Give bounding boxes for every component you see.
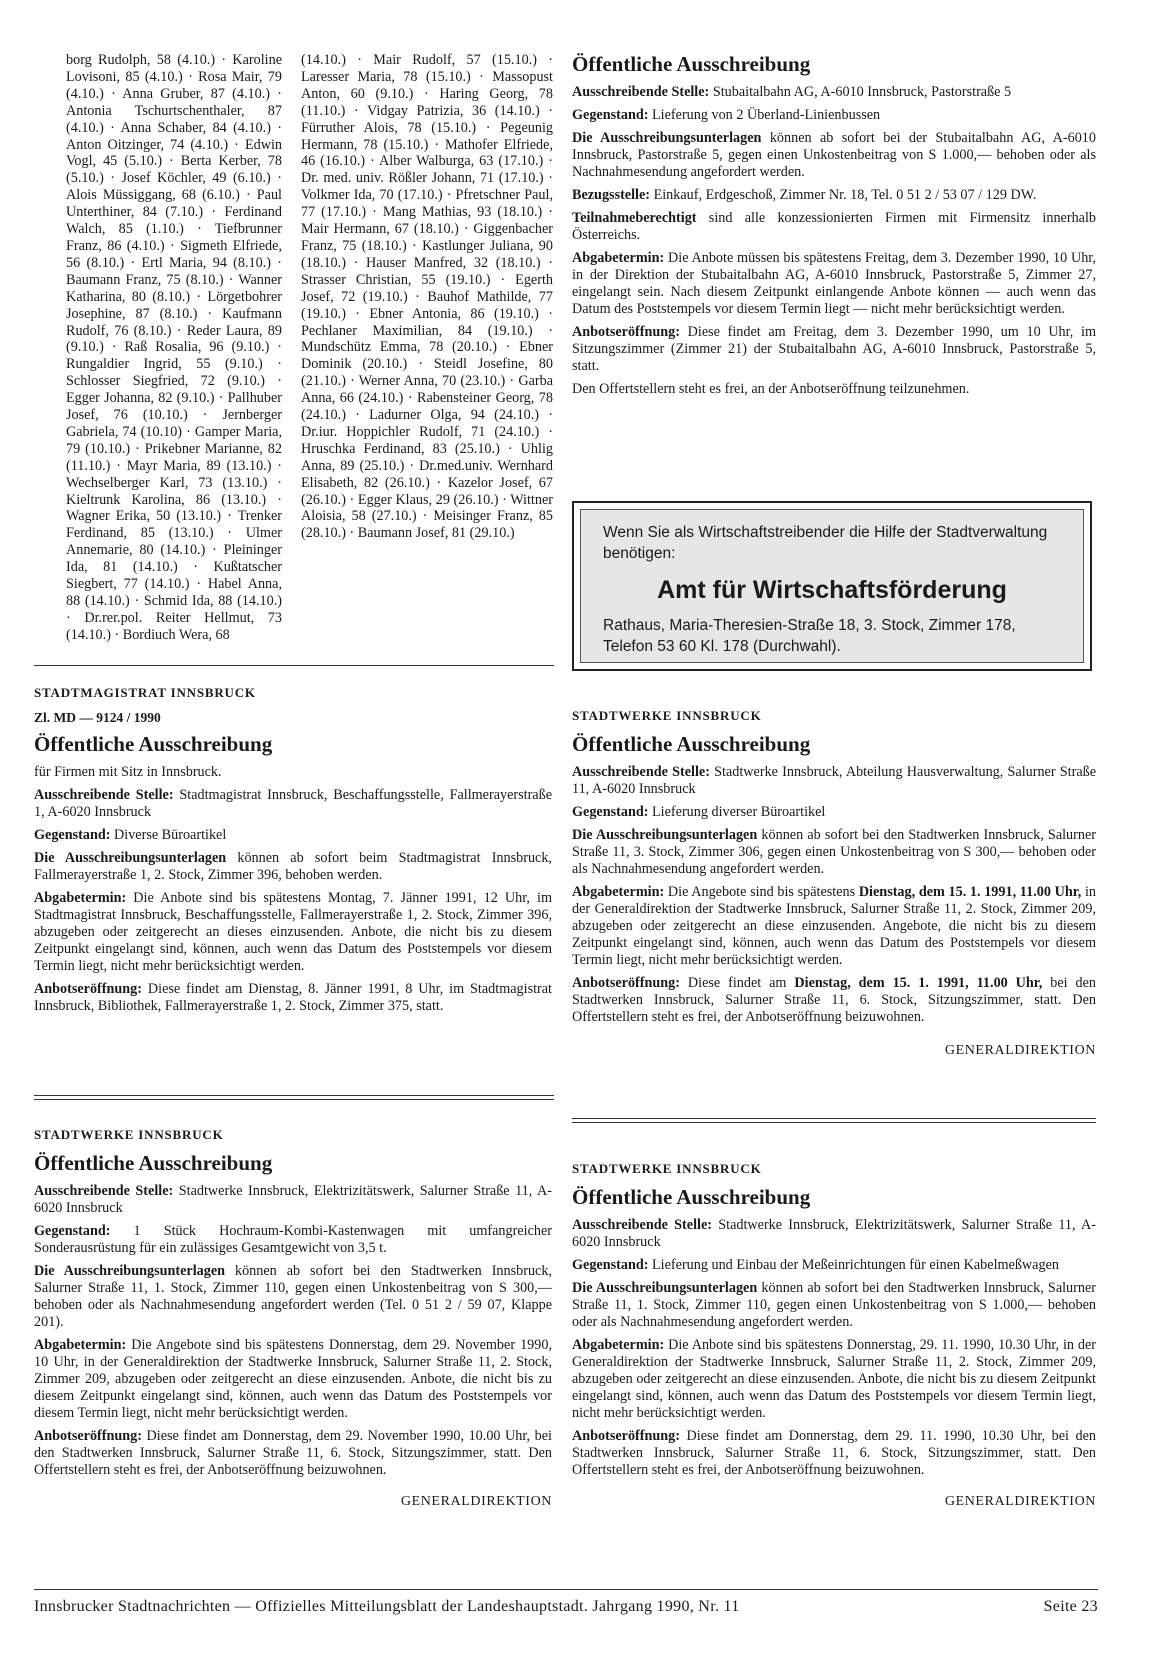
- stubai-tender: [572, 52, 1096, 404]
- sw-wagen-title: Öffentliche Ausschreibung: [34, 1151, 273, 1175]
- magistrat-kicker: STADTMAGISTRAT INNSBRUCK: [34, 685, 256, 700]
- footer-page-number: Seite 23: [1043, 1598, 1098, 1615]
- sw-buero-eroeffnung: Anbotseröffnung: Diese findet am Dienstag, dem 15. 1. 1991, 11.00 Uhr, bei den Stadtwerken Innsbruck, Salurner Straße 11, 6. Stock, Sitzungszimmer, statt. Den Offertstellern steht es frei, der Anbotseröffnung beizuwohnen.: [572, 975, 1096, 1025]
- stubai-bezug: Bezugsstelle: Einkauf, Erdgeschoß, Zimmer Nr. 18, Tel. 0 51 2 / 53 07 / 129 DW.: [572, 187, 1037, 203]
- sw-mess-abgabe: Abgabetermin: Die Anbote sind bis spätestens Donnerstag, 29. 11. 1990, 10.30 Uhr, in der Generaldirektion der Stadtwerke Innsbruck, Salurner Straße 11, 2. Stock, Zimmer 209, abzugeben oder zeitgerecht an diese einzusenden. Anbote, die nicht bis zu diesem Zeitpunkt eingelangt sind, können, auch wenn das Datum des Poststempels vor diesem Termin liegt, nicht mehr berücksichtigt werden.: [572, 1337, 1096, 1421]
- sw-wagen-tender: [34, 1126, 552, 1510]
- stubai-title: Öffentliche Ausschreibung: [572, 52, 811, 76]
- stubai-closing: Den Offertstellern steht es frei, an der Anbotseröffnung teilzunehmen.: [572, 381, 970, 397]
- stubai-teilnahme: Teilnahmeberechtigt sind alle konzessionierten Firmen mit Firmensitz innerhalb Österreichs.: [572, 210, 1096, 243]
- sw-wagen-gegenstand: Gegenstand: 1 Stück Hochraum-Kombi-Kastenwagen mit umfangreicher Sonderausrüstung für ein zulässiges Gesamtgewicht von 3,5 t.: [34, 1223, 552, 1256]
- sw-mess-signature: GENERALDIREKTION: [944, 1494, 1096, 1509]
- promo-box: [572, 501, 1092, 671]
- sw-mess-title: Öffentliche Ausschreibung: [572, 1185, 811, 1209]
- sw-wagen-kicker: STADTWERKE INNSBRUCK: [34, 1127, 224, 1142]
- magistrat-gegenstand: Gegenstand: Diverse Büroartikel: [34, 827, 227, 843]
- magistrat-tender: [34, 684, 552, 1021]
- divider-double-right: [572, 1118, 1096, 1123]
- sw-mess-eroeffnung: Anbotseröffnung: Diese findet am Donnerstag, dem 29. 11. 1990, 10.30 Uhr, bei den Stadtwerken Innsbruck, Salurner Straße 11, 6. Stock, Sitzungszimmer, statt. Den Offertstellern steht es frei, der Anbotseröffnung beizuwohnen.: [572, 1428, 1096, 1478]
- sw-buero-tender: [572, 707, 1096, 1059]
- stubai-stelle: Ausschreibende Stelle: Stubaitalbahn AG, A-6010 Innsbruck, Pastorstraße 5: [572, 84, 1012, 100]
- sw-buero-title: Öffentliche Ausschreibung: [572, 732, 811, 756]
- sw-buero-gegenstand: Gegenstand: Lieferung diverser Büroartikel: [572, 804, 826, 820]
- magistrat-abgabe: Abgabetermin: Die Anbote sind bis spätestens Montag, 7. Jänner 1991, 12 Uhr, im Stadtmagistrat Innsbruck, Beschaffungsstelle, Fallmerayerstraße 1, 2. Stock, Zimmer 396, abzugeben oder zeitgerecht an dieses einzusenden. Anbote, die nicht bis zu diesem Zeitpunkt eingelangt sind, können, auch wenn das Datum des Poststempels vor diesem Termin liegt, nicht mehr berücksichtigt werden.: [34, 890, 552, 974]
- sw-wagen-unterlagen: Die Ausschreibungsunterlagen können ab sofort bei den Stadtwerken Innsbruck, Salurner Straße 11, 1. Stock, Zimmer 110, gegen einen Unkostenbeitrag von S 300,— behoben oder als Nachnahmesendung angefordert werden (Tel. 0 51 2 / 59 07, Klappe 201).: [34, 1263, 552, 1330]
- promo-title: Amt für Wirtschaftsförderung: [657, 576, 1007, 604]
- promo-address: Rathaus, Maria-Theresien-Straße 18, 3. Stock, Zimmer 178, Telefon 53 60 Kl. 178 (Durchwahl).: [603, 617, 1016, 655]
- sw-buero-signature: GENERALDIREKTION: [944, 1043, 1096, 1058]
- magistrat-stelle: Ausschreibende Stelle: Stadtmagistrat Innsbruck, Beschaffungsstelle, Fallmerayerstraße 1, A-6020 Innsbruck: [34, 787, 552, 820]
- sw-mess-unterlagen: Die Ausschreibungsunterlagen können ab sofort bei den Stadtwerken Innsbruck, Salurner Straße 11, 1. Stock, Zimmer 110, gegen einen Unkostenbeitrag von S 1.000,— behoben oder als Nachnahmesendung angefordert werden.: [572, 1280, 1096, 1330]
- sw-mess-kicker: STADTWERKE INNSBRUCK: [572, 1161, 762, 1176]
- sw-wagen-abgabe: Abgabetermin: Die Angebote sind bis spätestens Donnerstag, dem 29. November 1990, 10 Uhr, in der Generaldirektion der Stadtwerke Innsbruck, Salurner Straße 11, 2. Stock, Zimmer 209, abzugeben oder zeitgerecht an diese einzusenden. Anbote, die nicht bis zu diesem Zeitpunkt eingelangt sind, können, auch wenn das Datum des Poststempels vor diesem Termin liegt, nicht mehr berücksichtigt werden.: [34, 1337, 552, 1421]
- sw-wagen-eroeffnung: Anbotseröffnung: Diese findet am Donnerstag, dem 29. November 1990, 10.00 Uhr, bei den Stadtwerken Innsbruck, Salurner Straße 11, 6. Stock, Sitzungszimmer, statt. Den Offertstellern steht es frei, der Anbotseröffnung beizuwohnen.: [34, 1428, 552, 1478]
- promo-box-inner: [580, 509, 1084, 663]
- magistrat-ref: Zl. MD — 9124 / 1990: [34, 710, 161, 725]
- sw-mess-stelle: Ausschreibende Stelle: Stadtwerke Innsbruck, Elektrizitätswerk, Salurner Straße 11, A-6020 Innsbruck: [572, 1217, 1096, 1250]
- promo-intro: Wenn Sie als Wirtschaftstreibender die Hilfe der Stadtverwaltung benötigen:: [603, 524, 1048, 562]
- sw-wagen-stelle: Ausschreibende Stelle: Stadtwerke Innsbruck, Elektrizitätswerk, Salurner Straße 11, A-6020 Innsbruck: [34, 1183, 552, 1216]
- sw-buero-abgabe: Abgabetermin: Die Angebote sind bis spätestens Dienstag, dem 15. 1. 1991, 11.00 Uhr, in der Generaldirektion der Stadtwerke Innsbruck, Salurner Straße 11, 2. Stock, Zimmer 209, abzugeben oder zeitgerecht an diese einzusenden. Angebote, die nicht bis zu diesem Zeitpunkt eingelangt sind, können, auch wenn das Datum des Poststempels vor diesem Termin liegt, nicht mehr berücksichtigt werden.: [572, 884, 1096, 968]
- sw-wagen-signature: GENERALDIREKTION: [400, 1494, 552, 1509]
- magistrat-eroeffnung: Anbotseröffnung: Diese findet am Dienstag, 8. Jänner 1991, 8 Uhr, im Stadtmagistrat Innsbruck, Bibliothek, Fallmerayerstraße 1, 2. Stock, Zimmer 375, statt.: [34, 981, 552, 1014]
- stubai-unterlagen: Die Ausschreibungsunterlagen können ab sofort bei der Stubaitalbahn AG, A-6010 Innsbruck, Pastorstraße 5, gegen einen Unkostenbeitrag von S 1.000,— behoben oder als Nachnahmesendung angefordert werden.: [572, 130, 1096, 180]
- divider-top-left: [34, 665, 554, 666]
- stubai-eroeffnung: Anbotseröffnung: Diese findet am Freitag, dem 3. Dezember 1990, um 10 Uhr, im Sitzungszimmer (Zimmer 21) der Stubaitalbahn AG, A-6010 Innsbruck, Pastorstraße 5, statt.: [572, 324, 1096, 374]
- divider-double-left: [34, 1095, 554, 1100]
- stubai-abgabe: Abgabetermin: Die Anbote müssen bis spätestens Freitag, dem 3. Dezember 1990, 10 Uhr, in der Direktion der Stubaitalbahn AG, A-6010 Innsbruck, Pastorstraße 5, Zimmer 27, eingelangt sein. Nach diesem Zeitpunkt einlangende Anbote können — auch wenn das Datum des Poststempels vor diesem Termin liegt — nicht mehr berücksichtigt werden.: [572, 250, 1096, 317]
- sw-buero-stelle: Ausschreibende Stelle: Stadtwerke Innsbruck, Abteilung Hausverwaltung, Salurner Straße 11, A-6020 Innsbruck: [572, 764, 1097, 797]
- sw-mess-tender: [572, 1160, 1096, 1510]
- magistrat-subtitle: für Firmen mit Sitz in Innsbruck.: [34, 764, 222, 780]
- page-footer: [34, 1598, 1098, 1616]
- sw-buero-unterlagen: Die Ausschreibungsunterlagen können ab sofort bei den Stadtwerken Innsbruck, Salurner Straße 11, 3. Stock, Zimmer 306, gegen einen Unkostenbeitrag von S 300,— behoben oder als Nachnahmesendung angefordert werden.: [572, 827, 1096, 877]
- footer-rule: [34, 1589, 1098, 1590]
- sw-mess-gegenstand: Gegenstand: Lieferung und Einbau der Meßeinrichtungen für einen Kabelmeßwagen: [572, 1257, 1059, 1273]
- magistrat-title: Öffentliche Ausschreibung: [34, 732, 273, 756]
- magistrat-unterlagen: Die Ausschreibungsunterlagen können ab sofort beim Stadtmagistrat Innsbruck, Fallmerayerstraße 1, 2. Stock, Zimmer 396, behoben werden.: [34, 850, 552, 883]
- footer-publication: Innsbrucker Stadtnachrichten — Offizielles Mitteilungsblatt der Landeshauptstadt. Jahrgang 1990, Nr. 11: [34, 1598, 740, 1615]
- death-notices-col1: borg Rudolph, 58 (4.10.) · Karoline Lovisoni, 85 (4.10.) · Rosa Mair, 79 (4.10.) · Anna Gruber, 87 (4.10.) · Antonia Tschurtschenthaler, 87 (4.10.) · Anna Schaber, 84 (4.10.) · Anton Oitzinger, 74 (4.10.) · Edwin Vogl, 45 (5.10.) · Berta Kerber, 78 (5.10.) · Josef Köchler, 49 (6.10.) · Alois Müssiggang, 68 (6.10.) · Paul Unterthiner, 84 (7.10.) · Ferdinand Walch, 85 (1.10.) · Tiefbrunner Franz, 86 (4.10.) · Sigmeth Elfriede, 56 (8.10.) · Ertl Maria, 94 (8.10.) · Baumann Franz, 75 (8.10.) · Wanner Katharina, 80 (8.10.) · Lörgetbohrer Josephine, 87 (8.10.) · Kaufmann Rudolf, 76 (8.10.) · Reder Laura, 89 (9.10.) · Raß Rosalia, 96 (9.10.) · Rungaldier Ingrid, 55 (9.10.) · Schlosser Siegfried, 72 (9.10.) · Egger Johanna, 82 (9.10.) · Pallhuber Josef, 76 (10.10.) · Jernberger Gabriela, 74 (10.10) · Gamper Maria, 79 (10.10.) · Prikebner Marianne, 82 (11.10.) · Mayr Maria, 89 (13.10.) · Wechselberger Karl, 73 (13.10.) · Kieltrunk Karolina, 86 (13.10.) · Wagner Erika, 50 (13.10.) · Trenker Ferdinand, 85 (13.10.) · Ulmer Annemarie, 80 (14.10.) · Pleininger Ida, 81 (14.10.) · Kußtatscher Siegbert, 77 (14.10.) · Habel Anna, 88 (14.10.) · Schmid Ida, 88 (14.10.) · Dr.rer.pol. Reiter Hellmut, 73 (14.10.) · Bordiuch Wera, 68: [66, 52, 282, 643]
- death-notices-col2: (14.10.) · Mair Rudolf, 57 (15.10.) · Laresser Maria, 78 (15.10.) · Massopust Anton, 60 (9.10.) · Haring Georg, 78 (11.10.) · Vidgay Patrizia, 36 (14.10.) · Fürruther Alois, 78 (15.10.) · Pegeunig Hermann, 78 (15.10.) · Mathofer Elfriede, 46 (16.10.) · Alber Walburga, 63 (17.10.) · Dr. med. univ. Rößler Johann, 71 (17.10.) · Volkmer Ida, 70 (17.10.) · Pfretschner Paul, 77 (17.10.) · Mang Mathias, 93 (18.10.) · Mair Hermann, 67 (18.10.) · Giggenbacher Franz, 75 (18.10.) · Kastlunger Juliana, 90 (18.10.) · Hauser Manfred, 32 (18.10.) · Strasser Christian, 55 (19.10.) · Egerth Josef, 72 (19.10.) · Bauhof Mathilde, 77 (19.10.) · Ebner Antonia, 86 (19.10.) · Pechlaner Maximilian, 84 (19.10.) · Mundschütz Emma, 78 (20.10.) · Ebner Dominik (20.10.) · Steidl Josefine, 80 (21.10.) · Werner Anna, 70 (23.10.) · Garba Anna, 66 (24.10.) · Rabensteiner Georg, 78 (24.10.) · Ladurner Olga, 94 (24.10.) · Dr.iur. Hoppichler Rudolf, 71 (24.10.) · Hruschka Ferdinand, 83 (25.10.) · Uhlig Anna, 89 (25.10.) · Dr.med.univ. Wernhard Elisabeth, 82 (26.10.) · Kazelor Josef, 67 (26.10.) · Egger Klaus, 29 (26.10.) · Wittner Aloisia, 58 (27.10.) · Meisinger Franz, 85 (28.10.) · Baumann Josef, 81 (29.10.): [301, 52, 553, 542]
- sw-buero-kicker: STADTWERKE INNSBRUCK: [572, 708, 762, 723]
- stubai-gegenstand: Gegenstand: Lieferung von 2 Überland-Linienbussen: [572, 107, 881, 123]
